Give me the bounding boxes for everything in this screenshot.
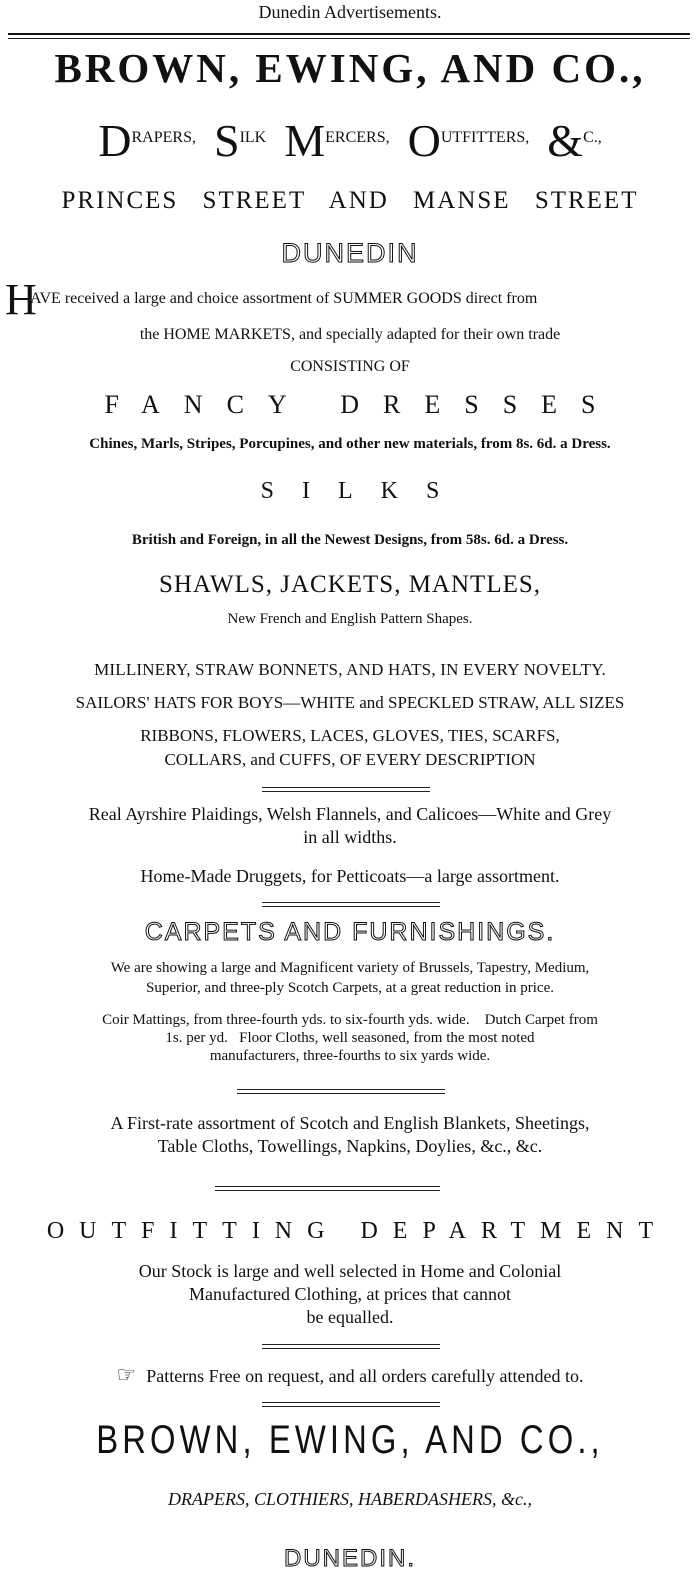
trade-initial: O — [407, 115, 441, 166]
carpets-heading: CARPETS AND FURNISHINGS. — [144, 918, 556, 946]
carpets-line-5: manufacturers, three-fourths to six yards wide. — [209, 1048, 491, 1064]
millinery-line-3: RIBBONS, FLOWERS, LACES, GLOVES, TIES, SCARFS, — [140, 726, 560, 745]
silks-detail: British and Foreign, in all the Newest Designs, from 58s. 6d. a Dress. — [131, 532, 569, 548]
plaidings-line-3: Home-Made Druggets, for Petticoats—a large assortment. — [140, 866, 560, 886]
intro-line-1: AVE received a large and choice assortment of SUMMER GOODS direct from — [30, 290, 538, 307]
patterns-text: Patterns Free on request, and all orders carefully attended to. — [146, 1366, 584, 1386]
trade-rest: RAPERS, — [131, 129, 196, 146]
fancy-dresses-heading: FANCY DRESSES — [104, 390, 620, 419]
top-rule — [8, 33, 690, 35]
trade-silk — [213, 115, 267, 166]
pointing-hand-icon: ☞ — [116, 1363, 137, 1388]
carpets-line-1: We are showing a large and Magnificent variety of Brussels, Tapestry, Medium, — [110, 960, 590, 976]
intro-line-2: the HOME MARKETS, and specially adapted for their own trade — [139, 326, 561, 343]
fancy-dresses-detail: Chines, Marls, Stripes, Porcupines, and other new materials, from 8s. 6d. a Dress. — [89, 436, 611, 452]
section-divider — [262, 902, 440, 907]
intro-dropcap: H — [5, 275, 37, 324]
section-divider — [262, 787, 430, 792]
millinery-line-2: SAILORS' HATS FOR BOYS—WHITE and SPECKLED STRAW, ALL SIZES — [75, 693, 625, 712]
patterns-notice — [0, 1363, 700, 1388]
plaidings-line-2: in all widths. — [303, 827, 397, 847]
millinery-line-1: MILLINERY, STRAW BONNETS, AND HATS, IN EVERY NOVELTY. — [94, 660, 606, 679]
shawls-heading: SHAWLS, JACKETS, MANTLES, — [158, 571, 542, 598]
millinery-line-4: COLLARS, and CUFFS, OF EVERY DESCRIPTION — [164, 750, 536, 769]
section-divider — [237, 1089, 445, 1094]
intro-line-3: CONSISTING OF — [290, 358, 410, 375]
firm-address: PRINCES STREET AND MANSE STREET — [61, 187, 639, 214]
trade-rest: UTFITTERS, — [440, 129, 530, 146]
trade-etc — [547, 115, 602, 166]
silks-heading: SILKS — [260, 478, 468, 504]
running-title: Dunedin Advertisements. — [258, 2, 442, 22]
blankets-line-2: Table Cloths, Towellings, Napkins, Doylies, &c., &c. — [157, 1136, 543, 1156]
plaidings-line-1: Real Ayrshire Plaidings, Welsh Flannels, and Calicoes—White and Grey — [88, 804, 612, 824]
firm-city: DUNEDIN — [281, 238, 419, 268]
footer-trades: DRAPERS, CLOTHIERS, HABERDASHERS, &c., — [168, 1489, 532, 1509]
outfitting-line-3: be equalled. — [306, 1307, 394, 1327]
blankets-line-1: A First-rate assortment of Scotch and English Blankets, Sheetings, — [110, 1113, 590, 1133]
trade-initial: D — [98, 115, 132, 166]
section-divider — [262, 1344, 440, 1349]
footer-firm-name: BROWN, EWING, AND CO., — [96, 1418, 604, 1462]
outfitting-line-2: Manufactured Clothing, at prices that cannot — [189, 1284, 511, 1304]
trade-mercers — [284, 115, 390, 166]
trade-rest: ILK — [239, 129, 267, 146]
outfitting-line-1: Our Stock is large and well selected in Home and Colonial — [138, 1261, 562, 1281]
trade-initial: S — [213, 115, 240, 166]
trade-rest: C., — [583, 129, 602, 146]
top-rule-thin — [8, 38, 690, 39]
carpets-line-4: 1s. per yd. Floor Cloths, well seasoned, from the most noted — [165, 1030, 535, 1046]
trade-initial: & — [547, 115, 584, 166]
shawls-detail: New French and English Pattern Shapes. — [227, 611, 473, 627]
firm-trades — [0, 114, 700, 167]
trade-rest: ERCERS, — [325, 129, 390, 146]
carpets-line-2: Superior, and three-ply Scotch Carpets, at a great reduction in price. — [145, 980, 554, 996]
carpets-line-3: Coir Mattings, from three-fourth yds. to six-fourth yds. wide. Dutch Carpet from — [102, 1012, 598, 1028]
footer-city: DUNEDIN. — [283, 1545, 416, 1572]
section-divider — [262, 1402, 440, 1407]
firm-name: BROWN, EWING, AND CO., — [54, 45, 646, 91]
trade-initial: M — [284, 115, 326, 166]
trade-drapers — [98, 115, 196, 166]
section-divider — [215, 1186, 440, 1191]
trade-outfitters — [407, 115, 530, 166]
outfitting-heading: OUTFITTING DEPARTMENT — [46, 1218, 669, 1244]
